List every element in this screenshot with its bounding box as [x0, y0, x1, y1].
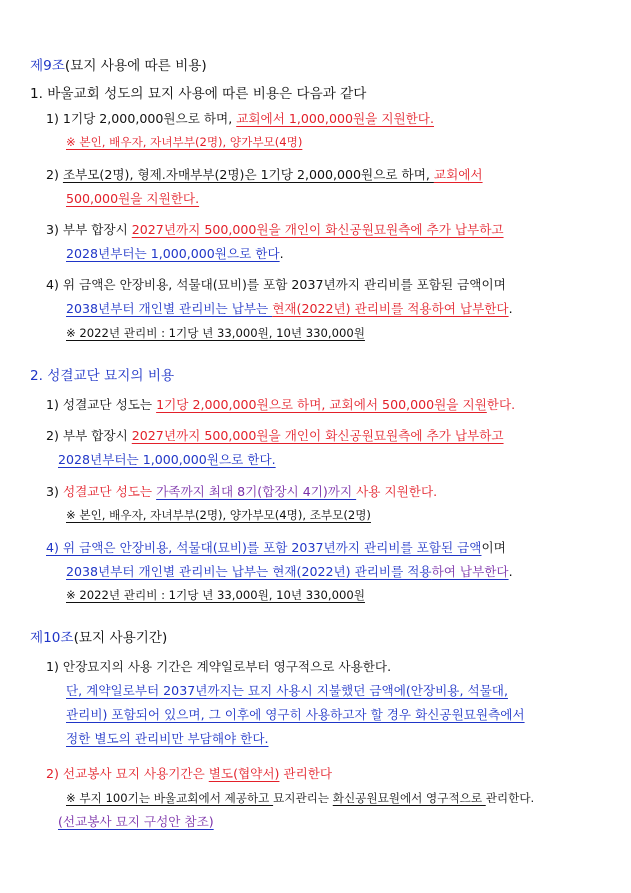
art10-item-2-note-a: ※ 부지 100기는 바울교회에서 제공하고: [66, 791, 274, 805]
sec2-item-4-end: 이며: [481, 540, 506, 555]
sec2-item-2-blue: 2028년부터는 1,000,000원으로 한다.: [58, 452, 276, 467]
sec2-item-2-red: 2027년까지 500,000원을 개인이 화신공원묘원측에 추가 납부하고: [131, 428, 504, 443]
article-10-number: 제10조: [30, 630, 74, 646]
sec2-item-4-period: .: [508, 564, 513, 579]
sec2-item-3-note-text: ※ 본인, 배우자, 자녀부부(2명), 양가부모(4명), 조부모(2명): [66, 508, 371, 522]
article-10-subject: (묘지 사용기간): [73, 630, 168, 646]
art10-item-2-note-b: 묘지관리는: [273, 791, 333, 805]
sec1-item-4-end: .: [508, 301, 513, 316]
sec1-item-3-end: .: [279, 246, 284, 261]
sec1-item-3: [46, 221, 504, 238]
sec1-item-3-text: 3) 부부 합장시: [46, 222, 132, 237]
art10-item-2-agreement: 별도(협약서): [208, 766, 280, 781]
sec1-item-1-note: [66, 134, 302, 151]
article-9-title: [30, 58, 207, 75]
sec2-item-4-note: [66, 587, 365, 604]
sec2-item-3: [46, 483, 437, 500]
art10-item-1-l4: 정한 별도의 관리비만 부담해야 한다.: [66, 731, 269, 746]
sec1-item-4-red: 현재(2022년) 관리비를 적용하여 납부한다: [272, 301, 509, 316]
sec2-item-4-line2: [66, 563, 513, 580]
sec2-item-4-blue: 4) 위 금액은 안장비용, 석물대(묘비)를 포함 2037년까지 관리비를 포함된 금액: [46, 540, 482, 555]
sec2-item-3-num: 3): [46, 484, 63, 499]
art10-item-2: [46, 765, 332, 782]
art10-item-2-text: 2) 선교봉사 묘지 사용기간은: [46, 766, 209, 781]
sec1-item-1: [46, 110, 434, 127]
sec2-item-2: [46, 427, 504, 444]
sec1-item-4: 4) 위 금액은 안장비용, 석물대(묘비)를 포함 2037년까지 관리비를 포함된 금액이며: [46, 277, 506, 292]
art10-item-2-ref-text: (선교봉사 묘지 구성안 참조): [58, 814, 214, 829]
sec2-item-1-red: 1기당 2,000,000원으로 하며, 교회에서 500,000원을 지원: [156, 397, 487, 412]
sec1-item-2-line2: [66, 190, 199, 207]
sec1-item-2: [46, 166, 483, 183]
sec1-item-1-support: 교회에서 1,000,000원을 지원한다.: [236, 111, 434, 126]
sec2-item-3-red: 성결교단 성도는: [62, 484, 157, 499]
sec2-item-4-blue2: 2038년부터 개인별 관리비는 납부는 현재(2022년) 관리비를 적용: [66, 564, 432, 579]
sec1-item-4-note-text: ※ 2022년 관리비 : 1기당 년 33,000원, 10년 330,000원: [66, 326, 365, 340]
section-2-heading: 2. 성결교단 묘지의 비용: [30, 368, 175, 384]
sec1-item-4-line2: [66, 300, 513, 317]
sec2-item-1: [46, 396, 515, 413]
art10-item-1-l3: 관리비) 포함되어 있으며, 그 이후에 영구히 사용하고자 할 경우 화신공원묘원측에서: [66, 707, 525, 722]
article-9-number: 제9조: [30, 58, 65, 74]
sec2-item-2-line2: [58, 451, 276, 468]
sec1-item-3-red: 2027년까지 500,000원을 개인이 화신공원묘원측에 추가 납부하고: [131, 222, 504, 237]
art10-item-1-line4: [66, 730, 269, 747]
art10-item-2-note-c: 화신공원묘원에서 영구적으로: [332, 791, 486, 805]
sec2-item-2-text: 2) 부부 합장시: [46, 428, 132, 443]
sec2-item-3-end: 사용 지원한다.: [356, 484, 438, 499]
art10-item-2-ref: [58, 813, 214, 830]
article-9-subject: (묘지 사용에 따른 비용): [64, 58, 207, 74]
art10-item-2-end: 관리한다: [279, 766, 333, 781]
sec2-item-4-purple: 하여 납부한다: [431, 564, 509, 579]
sec1-item-1-text: 1) 1기당 2,000,000원으로 하며,: [46, 111, 237, 126]
sec1-item-2-support: 교회에서: [433, 167, 483, 182]
sec1-item-3-line2: [66, 245, 284, 262]
article-10-title: [30, 630, 167, 647]
sec1-item-4-blue: 2038년부터 개인별 관리비는 납부는: [66, 301, 273, 316]
sec1-item-2-num: 2): [46, 167, 63, 182]
sec2-item-1-end: 한다.: [486, 397, 516, 412]
sec1-item-4-note: [66, 325, 365, 342]
sec2-item-4: [46, 539, 506, 556]
sec1-item-1-note-text: ※ 본인, 배우자, 자녀부부(2명), 양가부모(4명): [66, 135, 303, 149]
art10-item-1-line2: [66, 682, 508, 699]
sec2-item-4-note-text: ※ 2022년 관리비 : 1기당 년 33,000원, 10년 330,000원: [66, 588, 365, 602]
sec2-item-1-text: 1) 성결교단 성도는: [46, 397, 157, 412]
sec2-item-3-note: [66, 507, 371, 524]
art10-item-1-l2: 단, 계약일로부터 2037년까지는 묘지 사용시 지불했던 금액에(안장비용, 석물대,: [66, 683, 508, 698]
sec2-item-3-purple: 가족까지 최대 8기(합장시 4기)까지: [156, 484, 357, 499]
sec1-item-3-blue: 2028년부터는 1,000,000원으로 한다: [66, 246, 280, 261]
art10-item-1: 1) 안장묘지의 사용 기간은 계약일로부터 영구적으로 사용한다.: [46, 659, 392, 674]
art10-item-1-line3: [66, 706, 525, 723]
sec1-item-2-text: 조부모(2명), 형제.자매부부(2명)은 1기당 2,000,000원으로 하며,: [62, 167, 434, 182]
sec1-item-2-amount: 500,000원을 지원한다.: [66, 191, 200, 206]
art10-item-2-note-d: 관리한다.: [485, 791, 535, 805]
section-1-heading: 1. 바울교회 성도의 묘지 사용에 따른 비용은 다음과 같다: [30, 86, 367, 102]
art10-item-2-note: [66, 790, 534, 807]
